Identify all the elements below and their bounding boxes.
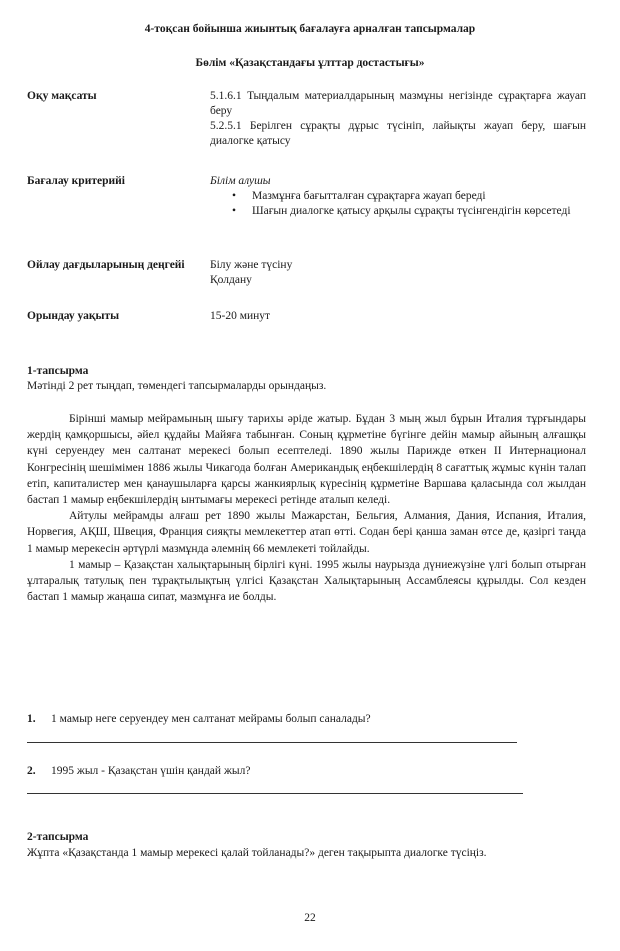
question-2 [27, 764, 250, 779]
bullet-icon: • [232, 190, 237, 202]
task1-paragraph: Айтулы мейрамды алғаш рет 1890 жылы Мажарстан, Бельгия, Алмания, Дания, Испания, Италия, Норвегия, АҚШ, Швеция, Франция сияқты мемлекеттер атап өтті. Содан бері қанша заман өтсе де, қазіргі таңда 1 мамыр мерекесін әртүрлі мазмұнда әлемнің 66 мемлекеті тойлайды. [27, 510, 586, 555]
task1-paragraph: Бірінші мамыр мейрамының шығу тарихы әріде жатыр. Бұдан 3 мың жыл бұрын Италия тұрғындары жердің қамқоршысы, әйел құдайы Майяға табынған. Соның құрметіне бүгінге дейін мамыр айының алғашқы күні серуендеу мен салтанат мерекесі болып есептеледі. 1890 жылы Парижде өткен II Интернационал Конгресінің шешімімен 1886 жылы Чикагода болған Американдық еңбекшілердің 8 сағаттық жұмыс күнін талап етіп, капиталистер мен қанаушыларға қарсы жанкиярлық күресінің құрметіне Варшава қаласында сол жылдан бастап 1 мамыр еңбекшілердің ынтымағы мерекесі ретінде аталып келеді. [27, 413, 586, 507]
criteria-label: Бағалау критерийі [27, 175, 125, 187]
section-title: Бөлім «Қазақстандағы ұлттар достастығы» [195, 57, 425, 69]
criteria-item: • Шағын диалогке қатысу арқылы сұрақты түсінгендігін көрсетеді [232, 205, 571, 217]
document-title: 4-тоқсан бойынша жиынтық бағалауға арналған тапсырмалар [144, 23, 476, 35]
thinking-level-2: Қолдану [210, 274, 252, 286]
page-number: 22 [304, 912, 316, 924]
question-text: 1 мамыр неге серуендеу мен салтанат мейрамы болып саналады? [51, 713, 371, 725]
answer-line-2[interactable] [27, 793, 523, 794]
learning-goal-label: Оқу мақсаты [27, 90, 97, 102]
thinking-level-1: Білу және түсіну [210, 259, 293, 271]
thinking-level-label: Ойлау дағдыларының деңгейі [27, 259, 185, 271]
question-text: 1995 жыл - Қазақстан үшін қандай жыл? [51, 765, 251, 777]
task2-heading: 2-тапсырма [27, 831, 89, 843]
task1-heading: 1-тапсырма [27, 365, 89, 377]
time-value: 15-20 минут [210, 310, 271, 322]
question-1 [27, 712, 371, 727]
answer-line-1[interactable] [27, 742, 517, 743]
learning-goal-2: 5.2.5.1 Берілген сұрақты дұрыс түсініп, лайықты жауап беру, шағын диалогке қатысу [210, 120, 586, 147]
question-number: 1. [27, 713, 36, 725]
criteria-values [210, 174, 586, 219]
bullet-icon: • [232, 205, 237, 217]
learning-goal-1: 5.1.6.1 Тыңдалым материалдарының мазмұны негізінде сұрақтарға жауап беру [210, 90, 586, 117]
task1-text [27, 411, 586, 605]
task2-instruction: Жұпта «Қазақстанда 1 мамыр мерекесі қалай тойланады?» деген тақырыпта диалогке түсіңіз. [27, 847, 487, 859]
task1-paragraph: 1 мамыр – Қазақстан халықтарының бірлігі күні. 1995 жылы наурызда дүниежүзіне үлгі болып отырған ұлтаралық татулық пен тұрақтылықтың үлгісі Қазақстан Халықтарының Ассамблеясы құрылды. Сол кезден бастап 1 мамыр жаңаша сипат, мазмұнға ие болды. [27, 558, 586, 604]
criteria-intro: Білім алушы [210, 175, 271, 187]
question-number: 2. [27, 765, 36, 777]
time-label: Орындау уақыты [27, 310, 120, 322]
task1-instruction: Мәтінді 2 рет тыңдап, төмендегі тапсырмаларды орындаңыз. [27, 380, 327, 392]
criteria-item: • Мазмұнға бағытталған сұрақтарға жауап береді [232, 190, 486, 202]
criteria-list [210, 189, 586, 219]
learning-goal-values [210, 89, 586, 149]
thinking-level-values [210, 258, 586, 288]
